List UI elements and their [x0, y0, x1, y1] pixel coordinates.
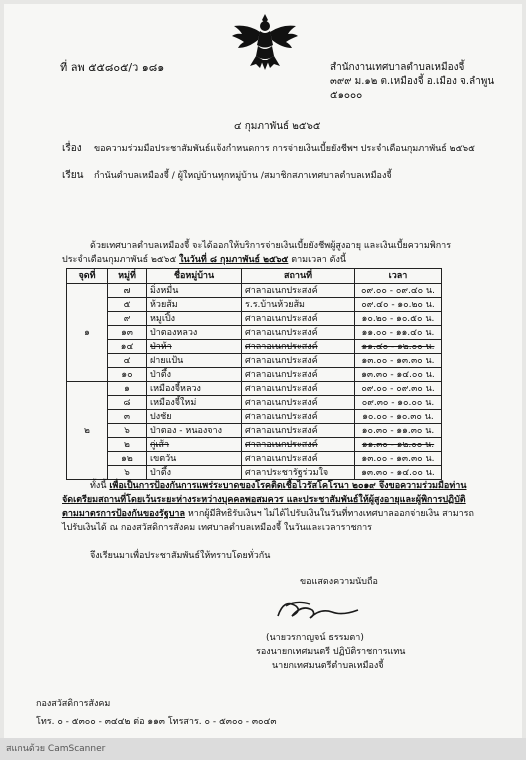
body-paragraph-line-1 [90, 480, 466, 492]
time-cell: ๑๐.๐๐ - ๑๐.๓๐ น. [355, 410, 442, 424]
time-cell: ๐๙.๔๐ - ๑๐.๒๐ น. [355, 298, 442, 312]
organization-name: สำนักงานเทศบาลตำบลเหมืองจี้ [330, 62, 465, 73]
body-paragraph-line-3 [62, 508, 474, 520]
scanner-footer [0, 738, 526, 760]
place-cell: ศาลาอเนกประสงค์ [242, 424, 355, 438]
organization-address: ๓๙๙ ม.๑๒ ต.เหมืองจี้ อ.เมือง จ.ลำพูน [330, 76, 495, 87]
time-cell: ๑๐.๓๐ - ๑๑.๓๐ น. [355, 424, 442, 438]
village-cell: หมูเปิ้ง [147, 312, 242, 326]
time-cell: ๑๑.๓๐ - ๑๒.๐๐ น. [355, 438, 442, 452]
table-row [67, 396, 442, 410]
time-cell: ๑๑.๐๐ - ๑๑.๔๐ น. [355, 326, 442, 340]
moo-cell: ๓ [108, 410, 147, 424]
handwritten-signature [272, 594, 362, 628]
intro-line-2-end: ตามเวลา ดังนี้ [288, 255, 347, 265]
letter-page [4, 4, 522, 738]
table-row [67, 354, 442, 368]
table-row [67, 452, 442, 466]
time-cell: ๑๓.๓๐ - ๑๔.๐๐ น. [355, 466, 442, 480]
time-cell: ๐๙.๓๐ - ๑๐.๐๐ น. [355, 396, 442, 410]
table-header-row [67, 269, 442, 284]
recipient-label: เรียน [62, 170, 84, 181]
village-cell: เหมืองจี้หลวง [147, 382, 242, 396]
header-time: เวลา [355, 269, 442, 284]
moo-cell: ๑ [108, 382, 147, 396]
table-row [67, 424, 442, 438]
village-cell: เขตวัน [147, 452, 242, 466]
intro-line-2-start: ประจำเดือนกุมภาพันธ์ ๒๕๖๕ [62, 255, 180, 265]
recipient-text: กำนันตำบลเหมืองจี้ / ผู้ใหญ่บ้านทุกหมู่บ้าน /สมาชิกสภาเทศบาลตำบลเหมืองจี้ [94, 171, 392, 181]
village-cell: ป่าตึ้ง [147, 368, 242, 382]
village-cell: ปงชัย [147, 410, 242, 424]
village-cell: ฝายแป้น [147, 354, 242, 368]
moo-cell: ๖ [108, 424, 147, 438]
table-row [67, 298, 442, 312]
signatory-name: (นายวรกาญจน์ ธรรมตา) [266, 633, 364, 643]
table-row [67, 438, 442, 452]
header-moo: หมู่ที่ [108, 269, 147, 284]
table-row [67, 382, 442, 396]
village-cell: ป่าห้า [147, 340, 242, 354]
place-cell: ศาลาอเนกประสงค์ [242, 396, 355, 410]
moo-cell: ๘ [108, 396, 147, 410]
time-cell: ๑๓.๐๐ - ๑๓.๓๐ น. [355, 452, 442, 466]
time-cell: ๑๓.๓๐ - ๑๔.๐๐ น. [355, 368, 442, 382]
header-village: ชื่อหมู่บ้าน [147, 269, 242, 284]
moo-cell: ๑๐ [108, 368, 147, 382]
point-number-cell: ๒ [67, 382, 108, 480]
contact-department: กองสวัสดิการสังคม [36, 699, 111, 709]
place-cell: ศาลาประชารัฐร่วมใจ [242, 466, 355, 480]
moo-cell: ๒ [108, 438, 147, 452]
village-cell: ป่าตอง - หนองจาง [147, 424, 242, 438]
body-underlined-3: ตามมาตรการป้องกันของรัฐบาล [62, 509, 185, 519]
moo-cell: ๔ [108, 354, 147, 368]
body-para-start: ทั้งนี้ [90, 481, 110, 491]
organization-postcode: ๕๑๐๐๐ [330, 90, 363, 101]
time-cell: ๑๓.๐๐ - ๑๓.๓๐ น. [355, 354, 442, 368]
subject-label: เรื่อง [62, 143, 82, 154]
place-cell: ศาลาอเนกประสงค์ [242, 368, 355, 382]
payment-schedule-table [66, 268, 442, 480]
table-row [67, 326, 442, 340]
table-row [67, 410, 442, 424]
signatory-position-2: นายกเทศมนตรีตำบลเหมืองจี้ [272, 661, 384, 671]
moo-cell: ๑๒ [108, 452, 147, 466]
moo-cell: ๖ [108, 466, 147, 480]
village-cell: ป่าตองหลวง [147, 326, 242, 340]
table-row [67, 284, 442, 298]
time-cell: ๑๐.๒๐ - ๑๐.๕๐ น. [355, 312, 442, 326]
point-number-cell: ๑ [67, 284, 108, 382]
letter-date: ๔ กุมภาพันธ์ ๒๕๖๕ [234, 121, 321, 132]
body-underlined-2: จัดเตรียมสถานที่โดยเว้นระยะห่างระหว่างบุคคลพอสมควร และประชาสัมพันธ์ให้ผู้สูงอายุและผู้พิการปฏิบัติ [62, 495, 466, 505]
place-cell: ศาลาอเนกประสงค์ [242, 438, 355, 452]
place-cell: ศาลาอเนกประสงค์ [242, 312, 355, 326]
place-cell: ศาลาอเนกประสงค์ [242, 382, 355, 396]
moo-cell: ๙ [108, 312, 147, 326]
place-cell: ศาลาอเนกประสงค์ [242, 340, 355, 354]
table-row [67, 368, 442, 382]
header-place: สถานที่ [242, 269, 355, 284]
place-cell: ร.ร.บ้านห้วยส้ม [242, 298, 355, 312]
intro-date-underlined: ในวันที่ ๘ กุมภาพันธ์ ๒๕๖๕ [179, 255, 289, 265]
village-cell: เหมืองจี้ใหม่ [147, 396, 242, 410]
time-cell: ๑๑.๔๐ - ๑๒.๐๐ น. [355, 340, 442, 354]
contact-phone: โทร. ๐ - ๕๓๐๐ - ๓๔๔๒ ต่อ ๑๑๓ โทรสาร. ๐ - ๕๓๐๐ - ๓๐๔๓ [36, 717, 277, 727]
moo-cell: ๗ [108, 284, 147, 298]
body-underlined-1: เพื่อเป็นการป้องกันการแพร่ระบาดของโรคติดเชื้อไวรัสโคโรนา ๒๐๑๙ จึงขอความร่วมมือท่าน [109, 481, 467, 491]
closing-salutation: ขอแสดงความนับถือ [300, 577, 378, 587]
place-cell: ศาลาอเนกประสงค์ [242, 284, 355, 298]
garuda-emblem [230, 10, 300, 72]
place-cell: ศาลาอเนกประสงค์ [242, 326, 355, 340]
village-cell: กู่เส้า [147, 438, 242, 452]
camscanner-watermark: สแกนด้วย CamScanner [6, 744, 106, 754]
time-cell: ๐๙.๐๐ - ๐๙.๓๐ น. [355, 382, 442, 396]
intro-line-1: ด้วยเทศบาลตำบลเหมืองจี้ จะได้ออกให้บริการจ่ายเงินเบี้ยยังชีพผู้สูงอายุ และเงินเบี้ยความพิการ [90, 241, 452, 251]
place-cell: ศาลาอเนกประสงค์ [242, 354, 355, 368]
table-row [67, 340, 442, 354]
intro-line-2 [62, 254, 346, 266]
signatory-position-1: รองนายกเทศมนตรี ปฏิบัติราชการแทน [256, 647, 406, 657]
moo-cell: ๕ [108, 298, 147, 312]
village-cell: ป่าตึ้ง [147, 466, 242, 480]
moo-cell: ๑๔ [108, 340, 147, 354]
place-cell: ศาลาอเนกประสงค์ [242, 410, 355, 424]
closing-request: จึงเรียนมาเพื่อประชาสัมพันธ์ให้ทราบโดยทั่วกัน [90, 551, 271, 561]
table-row [67, 466, 442, 480]
document-number: ที่ ลพ ๕๕๘๐๕/ว ๑๘๑ [60, 61, 165, 74]
body-paragraph-line-4: ไปรับเงินได้ ณ กองสวัสดิการสังคม เทศบาลตำบลเหมืองจี้ ในวันและเวลาราชการ [62, 523, 372, 533]
subject-text: ขอความร่วมมือประชาสัมพันธ์แจ้งกำหนดการ การจ่ายเงินเบี้ยยังชีพฯ ประจำเดือนกุมภาพันธ์ ๒๕๖๕ [94, 144, 475, 154]
body-line-3-rest: หากผู้มีสิทธิรับเงินฯ ไม่ได้ไปรับเงินในวันที่ทางเทศบาลออกจ่ายเงิน สามารถ [184, 509, 474, 519]
moo-cell: ๑๓ [108, 326, 147, 340]
village-cell: มิ่งหมื่น [147, 284, 242, 298]
place-cell: ศาลาอเนกประสงค์ [242, 452, 355, 466]
village-cell: ห้วยส้ม [147, 298, 242, 312]
table-row [67, 312, 442, 326]
header-point: จุดที่ [67, 269, 108, 284]
time-cell: ๐๙.๐๐ - ๐๙.๔๐ น. [355, 284, 442, 298]
